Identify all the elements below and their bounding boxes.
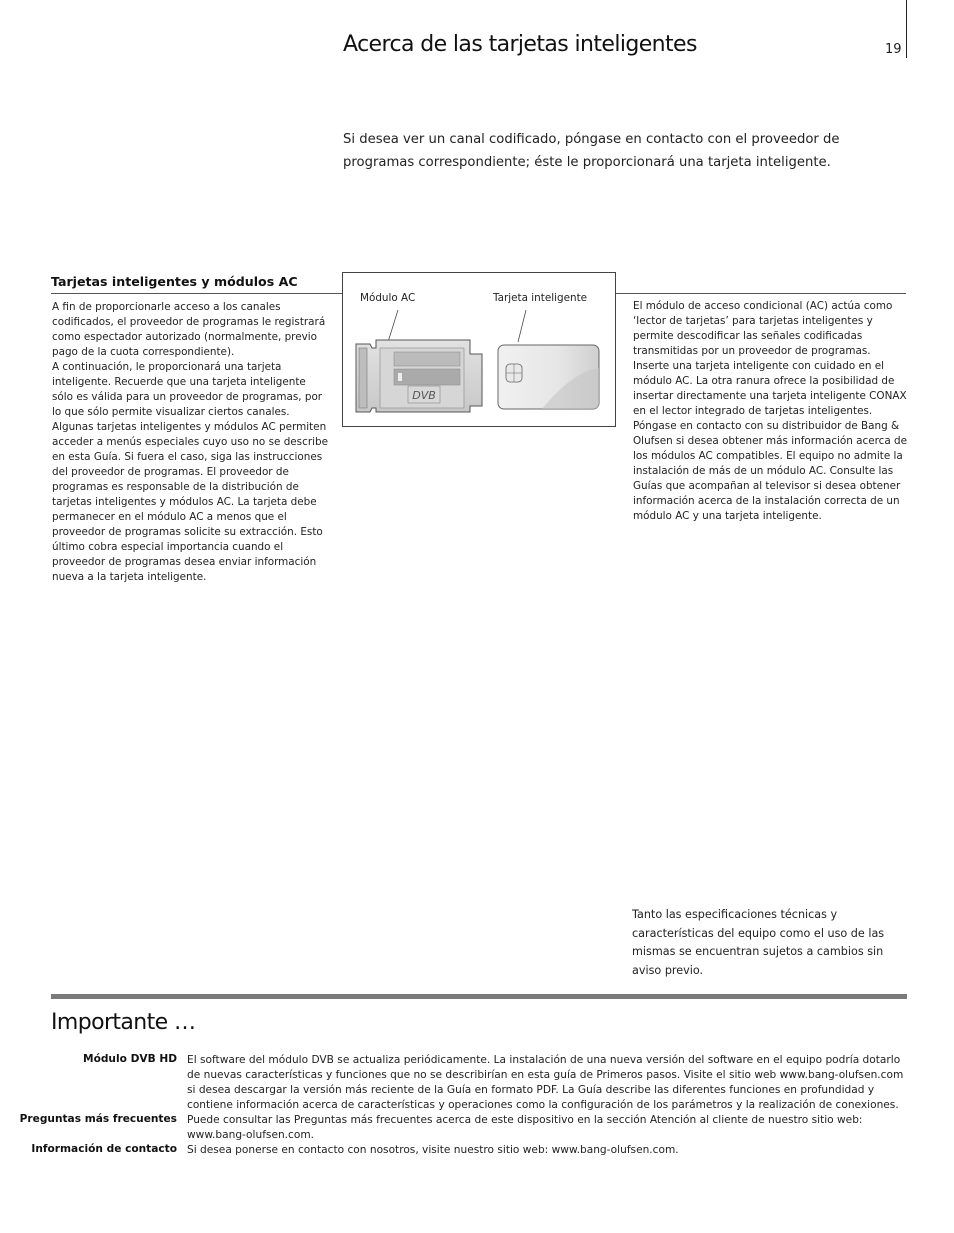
- dvb-logo: DVB: [412, 389, 436, 402]
- important-rule: [51, 994, 907, 999]
- figure-label-card: Tarjeta inteligente: [493, 292, 588, 304]
- important-text-dvb: El software del módulo DVB se actualiza periódicamente. La instalación de una nueva versión del software en el equipo podría dotarlo de nuevas características y funciones que no se describirían en esta guía de Primeros pasos. Visite el sitio web www.bang-olufsen.com si desea descargar la versión más reciente de la Guía en formato PDF. La Guía describe las diferentes funciones en profundidad y contiene información acerca de características y operaciones como la configuración de los parámetros y la realización de conexiones.: [187, 1054, 904, 1111]
- left-column: [52, 300, 330, 585]
- smart-card-drawing: [498, 345, 599, 409]
- important-text-faq: Puede consultar las Preguntas más frecuentes acerca de este dispositivo en la sección Atención al cliente de nuestro sitio web: www.bang-olufsen.com.: [187, 1114, 863, 1141]
- disclaimer-note: Tanto las especificaciones técnicas y características del equipo como el uso de las mismas se encuentran sujetos a cambios sin aviso previo.: [632, 908, 885, 977]
- section-heading: Tarjetas inteligentes y módulos AC: [51, 274, 298, 289]
- leader-line-module: [388, 310, 398, 342]
- right-column: [633, 299, 908, 524]
- left-paragraph-1: A fin de proporcionarle acceso a los canales codificados, el proveedor de programas le registrará como espectador autorizado (normalmente, previo pago de la cuota correspondiente).: [52, 301, 326, 358]
- right-paragraph: El módulo de acceso condicional (AC) actúa como ‘lector de tarjetas’ para tarjetas inteligentes y permite descodificar las señales codificadas transmitidas por un proveedor de programas. Inserte una tarjeta inteligente con cuidado en el módulo AC. La otra ranura ofrece la posibilidad de insertar directamente una tarjeta inteligente CONAX en el lector integrado de tarjetas inteligentes. Póngase en contacto con su distribuidor de Bang & Olufsen si desea obtener más información acerca de los módulos AC compatibles. El equipo no admite la instalación de más de un módulo AC. Consulte las Guías que acompañan al televisor si desea obtener información acerca de la instalación correcta de un módulo AC y una tarjeta inteligente.: [633, 300, 908, 522]
- module-card-illustration: [342, 272, 616, 427]
- section-rule-right: [616, 293, 906, 294]
- left-paragraph-2: A continuación, le proporcionará una tarjeta inteligente. Recuerde que una tarjeta inteligente sólo es válida para un proveedor de programas, por lo que sólo permite visualizar ciertos canales. Algunas tarjetas inteligentes y módulos AC permiten acceder a menús especiales cuyo uso no se describe en esta Guía. Si fuera el caso, siga las instrucciones del proveedor de programas. El proveedor de programas es responsable de la distribución de tarjetas inteligentes y módulos AC. La tarjeta debe permanecer en el módulo AC a menos que el proveedor de programas solicite su extracción. Esto último cobra especial importancia cuando el proveedor de programas desea enviar información nueva a la tarjeta inteligente.: [52, 361, 328, 583]
- important-label-faq: Preguntas más frecuentes: [19, 1113, 177, 1125]
- leader-line-card: [518, 310, 526, 342]
- page-title: Acerca de las tarjetas inteligentes: [343, 32, 697, 57]
- intro-paragraph: Si desea ver un canal codificado, póngase en contacto con el proveedor de programas correspondiente; éste le proporcionará una tarjeta inteligente.: [343, 132, 840, 170]
- important-text-contact: Si desea ponerse en contacto con nosotros, visite nuestro sitio web: www.bang-olufsen.com.: [187, 1144, 679, 1156]
- corner-line: [906, 0, 907, 58]
- important-label-contact: Información de contacto: [31, 1143, 177, 1155]
- section-rule-left: [51, 293, 342, 294]
- page-number: 19: [885, 42, 902, 57]
- figure-label-module: Módulo AC: [360, 292, 416, 304]
- important-heading: Importante …: [51, 1010, 196, 1035]
- important-label-dvb: Módulo DVB HD: [83, 1053, 177, 1065]
